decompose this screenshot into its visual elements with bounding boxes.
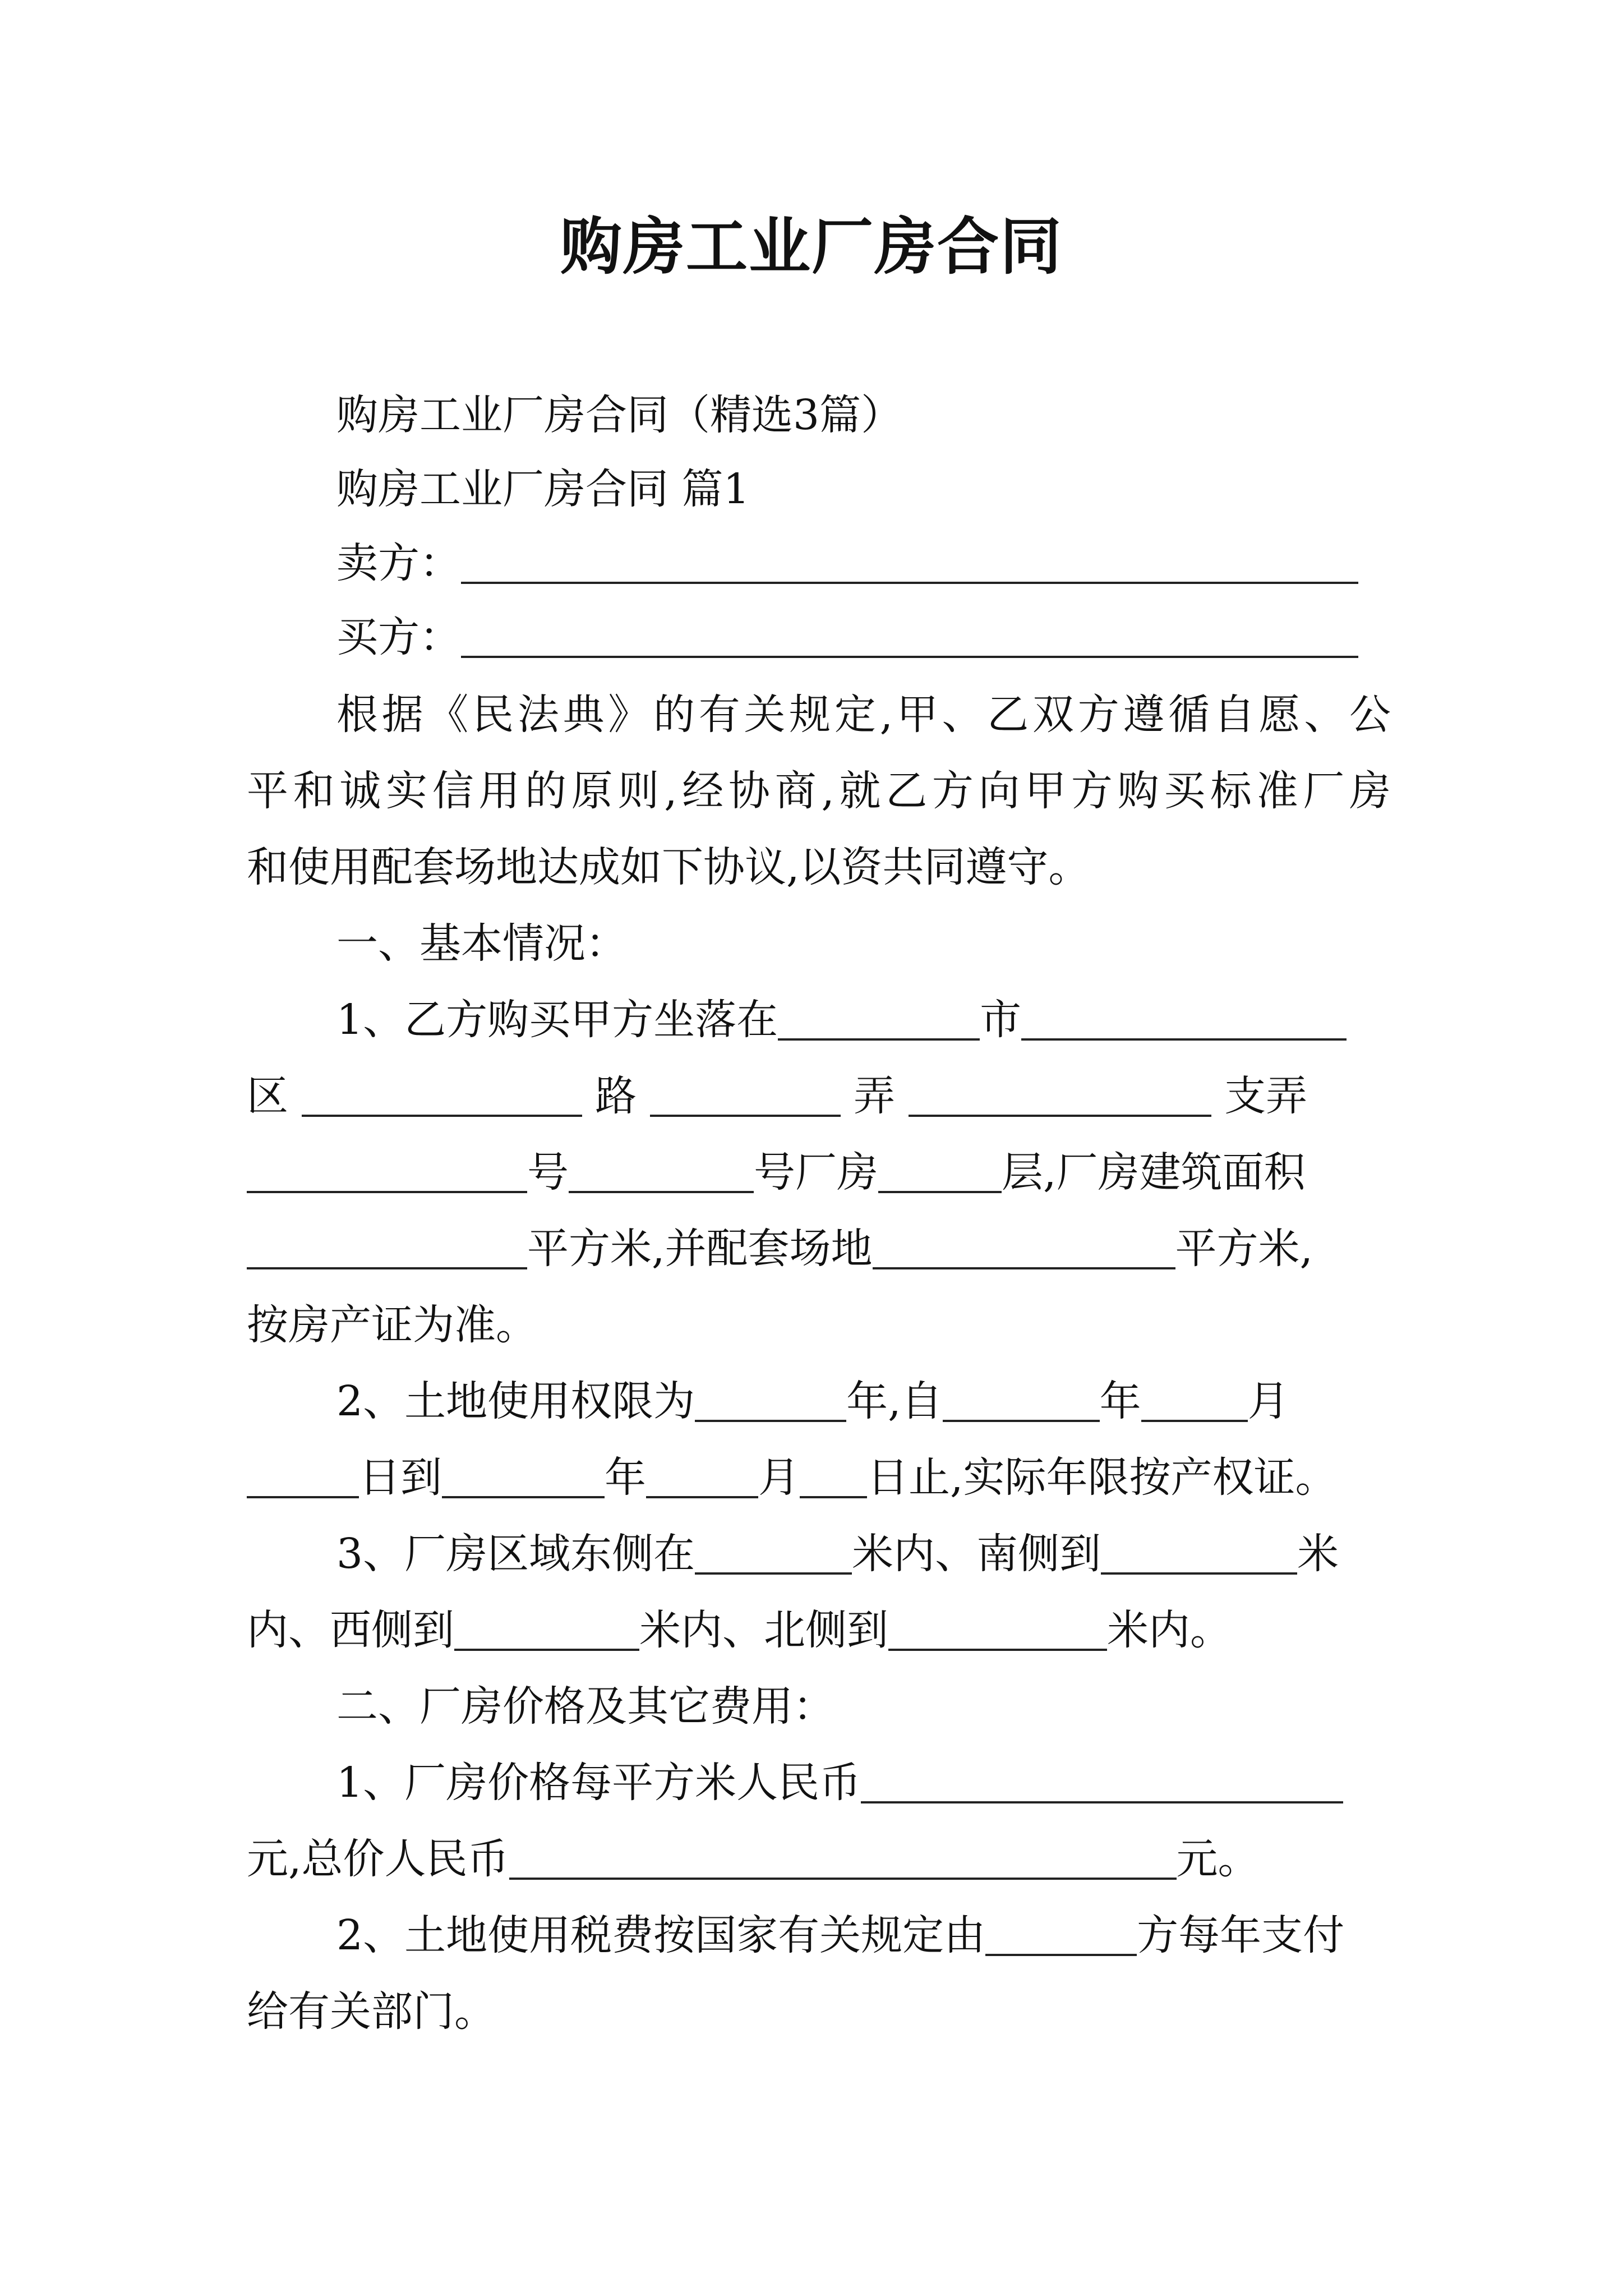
clause-text: 1、厂房价格每平方米人民币 — [336, 1759, 861, 1807]
part-heading-text: 购房工业厂房合同 篇1 — [336, 465, 750, 513]
buyer-line — [247, 601, 1391, 673]
seller-label: 卖方： — [336, 539, 461, 587]
section-heading-1 — [247, 908, 1391, 979]
clause-text: 月 — [1247, 1377, 1289, 1425]
blank-field — [873, 1226, 1175, 1269]
intro-line-1 — [247, 679, 1391, 751]
clause-text: 米内、北侧到 — [639, 1606, 888, 1654]
clause-3-line-2 — [247, 1594, 1391, 1666]
buyer-blank — [461, 614, 1358, 658]
clause-1-line-3 — [247, 1137, 1391, 1208]
clause-text: 平方米, — [1175, 1225, 1313, 1273]
clause-text: 给有关部门。 — [247, 1987, 496, 2036]
clause-text: 日止,实际年限按产权证。 — [867, 1453, 1337, 1502]
clause-1-line-1 — [247, 984, 1391, 1056]
page-title: 购房工业厂房合同 — [560, 210, 1063, 283]
blank-field — [247, 1226, 527, 1269]
seller-blank — [461, 540, 1358, 584]
blank-field — [878, 1149, 1002, 1193]
blank-field — [800, 1455, 867, 1498]
tax-line-1 — [247, 1899, 1391, 1971]
blank-field — [247, 1455, 359, 1498]
blank-field — [1021, 997, 1347, 1041]
blank-field — [861, 1760, 1343, 1803]
clause-text: 3、厂房区域东侧在 — [336, 1530, 695, 1578]
blank-field — [909, 1073, 1211, 1117]
section-heading-1-text: 一、基本情况： — [336, 919, 627, 968]
part-heading — [247, 453, 1391, 525]
clause-text: 内、西侧到 — [247, 1606, 454, 1654]
clause-text: 元,总价人民币 — [247, 1835, 509, 1883]
clause-text: 月 — [758, 1453, 800, 1502]
clause-text: 年 — [605, 1453, 646, 1502]
clause-text: 层,厂房建筑面积 — [1002, 1148, 1306, 1197]
clause-1-line-4 — [247, 1213, 1391, 1285]
clause-2-line-1 — [247, 1365, 1391, 1437]
intro-line-2 — [247, 755, 1391, 827]
clause-text: 平方米,并配套场地 — [527, 1225, 873, 1273]
subtitle-text: 购房工业厂房合同（精选3篇） — [336, 391, 903, 439]
price-line-1 — [247, 1747, 1391, 1819]
intro-text-1: 根据《民法典》的有关规定,甲、乙双方遵循自愿、公 — [336, 691, 1391, 739]
clause-text: 米 — [1297, 1530, 1339, 1578]
clause-text: 方每年支付 — [1137, 1911, 1345, 1959]
clause-1-line-5 — [247, 1289, 1391, 1361]
blank-field — [888, 1607, 1107, 1651]
blank-field — [943, 1378, 1100, 1422]
blank-field — [985, 1912, 1137, 1956]
clause-text: 市 — [980, 996, 1022, 1044]
clause-text: 年,自 — [846, 1377, 943, 1425]
section-heading-2 — [247, 1671, 1391, 1742]
clause-1-line-2 — [247, 1060, 1391, 1132]
blank-field — [454, 1607, 639, 1651]
price-line-2 — [247, 1823, 1391, 1895]
clause-text: 按房产证为准。 — [247, 1301, 537, 1349]
blank-field — [509, 1836, 1177, 1880]
clause-text: 日到 — [359, 1453, 442, 1502]
clause-text: 号 — [527, 1148, 569, 1197]
clause-3-line-1 — [247, 1518, 1391, 1590]
clause-text: 弄 — [854, 1072, 896, 1120]
clause-text: 元。 — [1176, 1835, 1260, 1883]
intro-text-3: 和使用配套场地达成如下协议,以资共同遵守。 — [247, 843, 1090, 891]
buyer-label: 买方： — [336, 613, 461, 661]
clause-text: 2、土地使用权限为 — [336, 1377, 695, 1425]
clause-text: 年 — [1099, 1377, 1141, 1425]
blank-field — [1141, 1378, 1248, 1422]
blank-field — [695, 1378, 846, 1422]
blank-field — [646, 1455, 758, 1498]
clause-2-line-2 — [247, 1442, 1391, 1513]
clause-text: 支弄 — [1224, 1072, 1308, 1120]
blank-field — [569, 1149, 754, 1193]
clause-text: 2、土地使用税费按国家有关规定由 — [336, 1911, 986, 1959]
intro-line-3 — [247, 831, 1391, 903]
clause-text: 米内、南侧到 — [852, 1530, 1101, 1578]
clause-text: 路 — [595, 1072, 637, 1120]
tax-line-2 — [247, 1976, 1391, 2047]
clause-text: 号厂房 — [754, 1148, 878, 1197]
clause-text: 区 — [247, 1072, 288, 1120]
blank-field — [302, 1073, 582, 1117]
section-heading-2-text: 二、厂房价格及其它费用： — [336, 1682, 834, 1731]
blank-field — [1101, 1531, 1297, 1575]
intro-text-2: 平和诚实信用的原则,经协商,就乙方向甲方购买标准厂房 — [247, 767, 1391, 815]
blank-field — [695, 1531, 852, 1575]
seller-line — [247, 527, 1391, 599]
clause-text: 1、乙方购买甲方坐落在 — [336, 996, 778, 1044]
clause-text: 米内。 — [1107, 1606, 1232, 1654]
subtitle-line — [247, 379, 1391, 451]
blank-field — [442, 1455, 605, 1498]
blank-field — [778, 997, 980, 1041]
blank-field — [650, 1073, 841, 1117]
blank-field — [247, 1149, 527, 1193]
